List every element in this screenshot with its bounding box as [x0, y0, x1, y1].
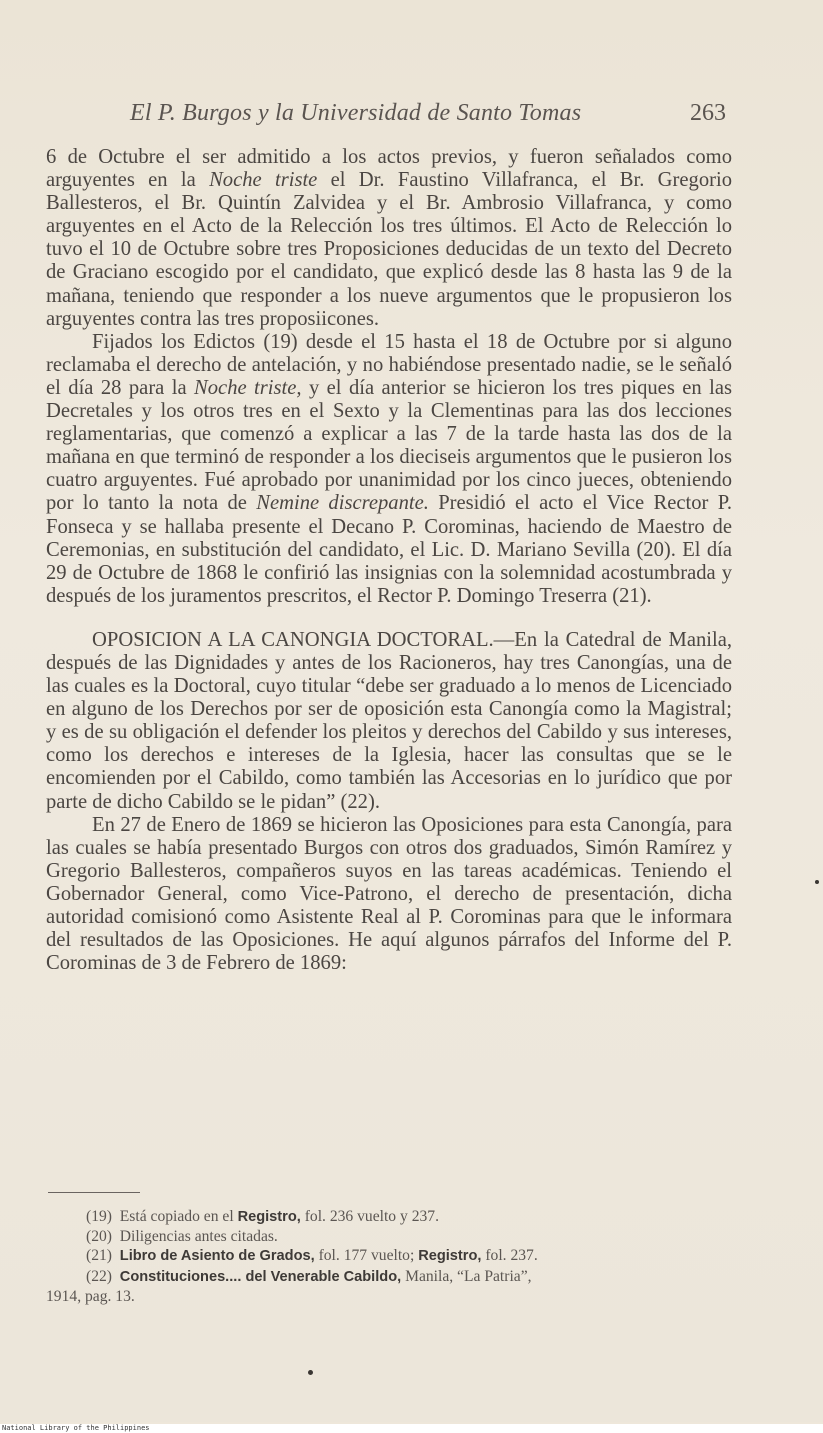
paragraph-1: [46, 146, 732, 331]
footnote-21: [46, 1246, 752, 1266]
text-run: el Dr. Faustino Villafranca, el Br. Gregorio Ballesteros, el Br. Quintín Zalvidea y el Br. Ambrosio Villafranca, y como arguyentes en el Acto de la Relección los tres últimos. El Acto de Relección lo tuvo el 10 de Octubre sobre tres Proposiciones deducidas de un texto del Decreto de Graciano escogido por el candidato, que explicó desde las 8 hasta las 9 de la mañana, teniendo que responder a los nueve argumentos que le propusieron los arguyentes contra las tres proposiicones.: [46, 169, 733, 330]
footnote-number: (20): [86, 1228, 112, 1246]
body-text: [46, 146, 732, 975]
paragraph-4: En 27 de Enero de 1869 se hicieron las Oposiciones para esta Canongía, para las cuales se había presentado Burgos con otros dos graduados, Simón Ramírez y Gregorio Ballesteros, compañeros suyos en las tareas académicas. Teniendo el Gobernador General, como Vice-Patrono, el derecho de presentación, dicha autoridad comisionó como Asistente Real al P. Corominas para que le informara del resultados de las Oposiciones. He aquí algunos párrafos del Informe del P. Corominas de 3 de Febrero de 1869:: [46, 813, 732, 975]
running-header: [0, 100, 823, 130]
italic-term: Noche triste: [209, 169, 318, 192]
paragraph-3-section-heading: OPOSICION A LA CANONGIA DOCTORAL.—En la Catedral de Manila, después de las Dignidades y antes de los Racioneros, hay tres Canongías, una de las cuales es la Doctoral, cuyo titular “debe ser graduado a lo menos de Licenciado en alguno de los Derechos por ser de oposición esta Canongía como la Magistral; y es de su obligación el defender los pleitos y derechos del Cabildo y sus intereses, como los derechos e intereses de la Iglesia, hacer las consultas que se le encomienden por el Cabildo, como también las Accesorias en lo jurídico que por parte de dicho Cabildo se le pidan” (22).: [46, 628, 732, 813]
footnote-text: Manila, “La Patria”,: [401, 1267, 532, 1285]
footnote-text: fol. 237.: [481, 1247, 538, 1265]
footnote-source: Registro,: [237, 1209, 301, 1225]
italic-term: Noche triste,: [194, 376, 302, 399]
footnote-text: Está copiado en el: [119, 1208, 238, 1225]
text-run: 6 de Octubre el ser admitido a los actos previos, y fueron señalados como arguyentes en la: [46, 146, 732, 192]
ink-speck: [308, 1370, 313, 1375]
footnote-source: Registro,: [418, 1248, 482, 1265]
paragraph-2: [46, 331, 732, 608]
footnote-rule: [48, 1192, 140, 1193]
footnotes: [46, 1207, 752, 1306]
italic-term: Nemine discrepante.: [256, 492, 429, 515]
text-run: Presidió el acto el Vice Rector P. Fonseca y se hallaba presente el Decano P. Corominas, haciendo de Maestro de Ceremonias, en substitución del candidato, el Lic. D. Mariano Sevilla (20). El día 29 de Octubre de 1868 le confirió las insignias con la solemnidad acostumbrada y después de los juramentos prescritos, el Rector P. Domingo Treserra (21).: [46, 492, 733, 607]
ink-speck: [815, 880, 819, 884]
scan-credit: National Library of the Philippines: [2, 1424, 150, 1432]
footnote-19: [46, 1207, 752, 1227]
footnote-source: Constituciones.... del Venerable Cabildo,: [119, 1268, 402, 1285]
page-number: 263: [690, 100, 726, 126]
footnote-number: (19): [86, 1208, 112, 1225]
footnote-text: fol. 236 vuelto y 237.: [300, 1208, 439, 1225]
footnote-22: [46, 1267, 752, 1287]
footnote-text: Diligencias antes citadas.: [119, 1228, 278, 1246]
footnote-source: Libro de Asiento de Grados,: [119, 1248, 315, 1265]
scan-credit-strip: [0, 1424, 823, 1433]
text-run: Fijados los Edictos (19) desde el 15 hasta el 18 de Octubre por si alguno reclamaba el derecho de antelación, y no habiéndose presentado nadie, se le señaló el día 28 para la: [46, 330, 732, 399]
footnote-22-continued: 1914, pag. 13.: [46, 1287, 135, 1305]
text-run: y el día anterior se hicieron los tres piques en las Decretales y los otros tres en el Sexto y la Clementinas para las dos lecciones reglamentarias, que comenzó a explicar a las 7 de la tarde hasta las dos de la mañana en que terminó de responder a los dieciseis argumentos que le pusieron los cuatro arguyentes. Fué aprobado por unanimidad por los cinco jueces, obteniendo por lo tanto la nota de: [46, 376, 732, 515]
footnote-number: (21): [86, 1247, 112, 1265]
footnote-number: (22): [86, 1267, 112, 1285]
running-title: El P. Burgos y la Universidad de Santo Tomas: [130, 100, 582, 126]
footnote-text: fol. 177 vuelto;: [314, 1247, 419, 1265]
footnote-20: [46, 1227, 752, 1246]
